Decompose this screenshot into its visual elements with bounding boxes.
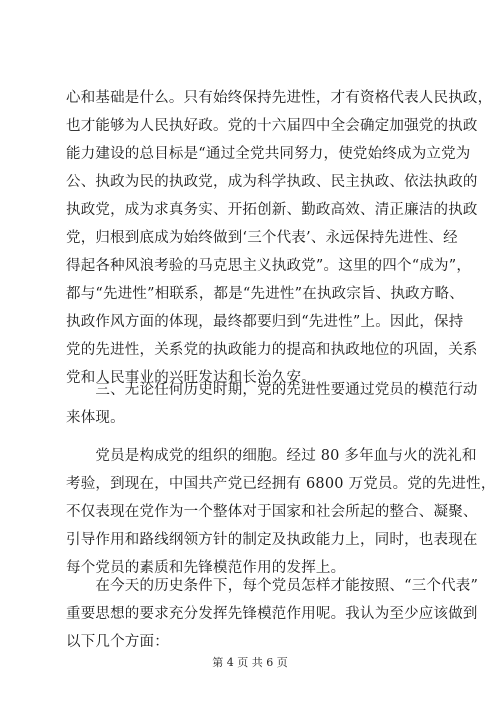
text-line: 都与“先进性”相联系，都是“先进性”在执政宗旨、执政方略、	[66, 286, 464, 302]
paragraph	[66, 84, 493, 392]
text-line: 执政党，成为求真务实、开拓创新、勤政高效、清正廉洁的执政	[66, 202, 478, 218]
text-line: 心和基础是什么。只有始终保持先进性，才有资格代表人民执政，	[66, 90, 493, 106]
text-line: 以下几个方面：	[66, 634, 169, 650]
paragraph	[66, 572, 479, 656]
text-line: 重要思想的要求充分发挥先锋模范作用呢。我认为至少应该做到	[66, 606, 478, 622]
text-line: 引导作用和路线纲领方针的制定及执政能力上，同时，也表现在	[66, 532, 478, 548]
text-line: 得起各种风浪考验的马克思主义执政党”。这里的四个“成为”，	[66, 258, 472, 274]
page-number-footer: 第 4 页 共 6 页	[212, 656, 288, 669]
text-line: 考验，到现在，中国共产党已经拥有 6800 万党员。党的先进性，	[66, 476, 496, 492]
text-line: 三、无论任何历史时期，党的先进性要通过党员的模范行动	[66, 382, 478, 398]
text-line: 能力建设的总目标是“通过全党共同努力，使党始终成为立党为	[66, 146, 471, 162]
paragraph	[66, 442, 496, 582]
text-line: 也才能够为人民执好政。党的十六届四中全会确定加强党的执政	[66, 118, 478, 134]
text-line: 不仅表现在党作为一个整体对于国家和社会所起的整合、凝聚、	[66, 504, 478, 520]
text-line: 来体现。	[66, 410, 125, 426]
text-line: 党的先进性，关系党的执政能力的提高和执政地位的巩固，关系	[66, 342, 478, 358]
text-line: 执政作风方面的体现，最终都要归到“先进性”上。因此，保持	[66, 314, 464, 330]
text-line: 公、执政为民的执政党，成为科学执政、民主执政、依法执政的	[66, 174, 478, 190]
text-line: 党员是构成党的组织的细胞。经过 80 多年血与火的洗礼和	[66, 448, 477, 464]
text-line: 党，归根到底成为始终做到‘三个代表’、永远保持先进性、经	[66, 230, 458, 246]
text-line: 每个党员的素质和先锋模范作用的发挥上。	[66, 560, 346, 576]
text-line: 在今天的历史条件下，每个党员怎样才能按照、“三个代表”	[66, 578, 479, 594]
text-line: 党和人民事业的兴旺发达和长治久安。	[66, 370, 316, 386]
paragraph	[66, 376, 478, 432]
